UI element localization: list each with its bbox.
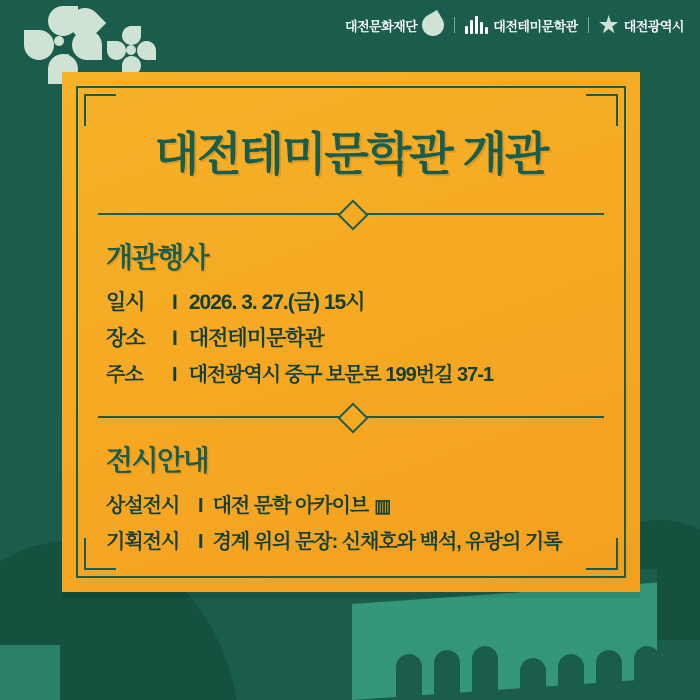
logo-bar: [345, 14, 684, 36]
logo-divider-2: [588, 17, 589, 33]
event-row-place: [106, 322, 604, 352]
event-label-place: 장소: [106, 327, 145, 350]
building-window: [634, 646, 660, 700]
event-row-address: [106, 358, 604, 387]
event-value-address: 대전광역시 중구 보문로 199번길 37-1: [188, 364, 494, 386]
divider-middle: [98, 407, 604, 425]
divider-knot-icon: [337, 402, 368, 433]
page-title: 대전테미문학관 개관: [154, 128, 548, 180]
event-row-date: [106, 286, 604, 316]
exhibition-row-permanent: [106, 489, 604, 518]
building-window: [558, 654, 584, 700]
exhibition-label-permanent: 상설전시: [106, 495, 180, 517]
separator-icon: I: [172, 291, 177, 314]
exhibition-label-special: 기획전시: [106, 531, 180, 553]
event-value-place: 대전테미문학관: [188, 327, 324, 350]
section-title-event: 개관행사: [106, 242, 209, 273]
separator-icon: I: [172, 327, 177, 350]
star-icon: [599, 15, 619, 35]
building-left: [0, 645, 60, 700]
logo-daejeon-foundation: [345, 14, 444, 36]
leaf-icon: [418, 10, 448, 40]
logo-daejeon-city: [599, 15, 684, 35]
logo-label-city: 대전광역시: [623, 18, 684, 34]
building-window: [520, 658, 546, 700]
divider-knot-icon: [337, 199, 368, 230]
building-window: [596, 650, 622, 700]
card-content: [98, 106, 604, 562]
divider-top: [98, 204, 604, 222]
logo-label-foundation: 대전문화재단: [344, 18, 418, 34]
building-window: [396, 654, 422, 700]
event-label-date: 일시: [106, 291, 145, 314]
background-top-band: [0, 0, 700, 80]
separator-icon: I: [198, 495, 203, 517]
exhibition-value-special: 경계 위의 문장: 신채호와 백석, 유랑의 기록: [212, 531, 562, 553]
building-window: [472, 646, 498, 700]
event-value-date: 2026. 3. 27.(금) 15시: [188, 291, 365, 314]
building-window: [434, 650, 460, 700]
bars-icon: [465, 16, 488, 34]
section-title-exhibition: 전시안내: [106, 445, 209, 476]
event-label-address: 주소: [106, 364, 143, 386]
logo-label-temi: 대전테미문학관: [493, 18, 578, 34]
exhibition-row-special: [106, 525, 604, 554]
exhibition-value-permanent: 대전 문학 아카이브: [212, 495, 369, 517]
poster-card: [62, 72, 640, 592]
separator-icon: I: [198, 531, 203, 553]
separator-icon: I: [172, 364, 177, 386]
book-icon: ▥: [374, 496, 391, 516]
logo-divider-1: [454, 17, 455, 33]
logo-temi-museum: [465, 16, 577, 35]
